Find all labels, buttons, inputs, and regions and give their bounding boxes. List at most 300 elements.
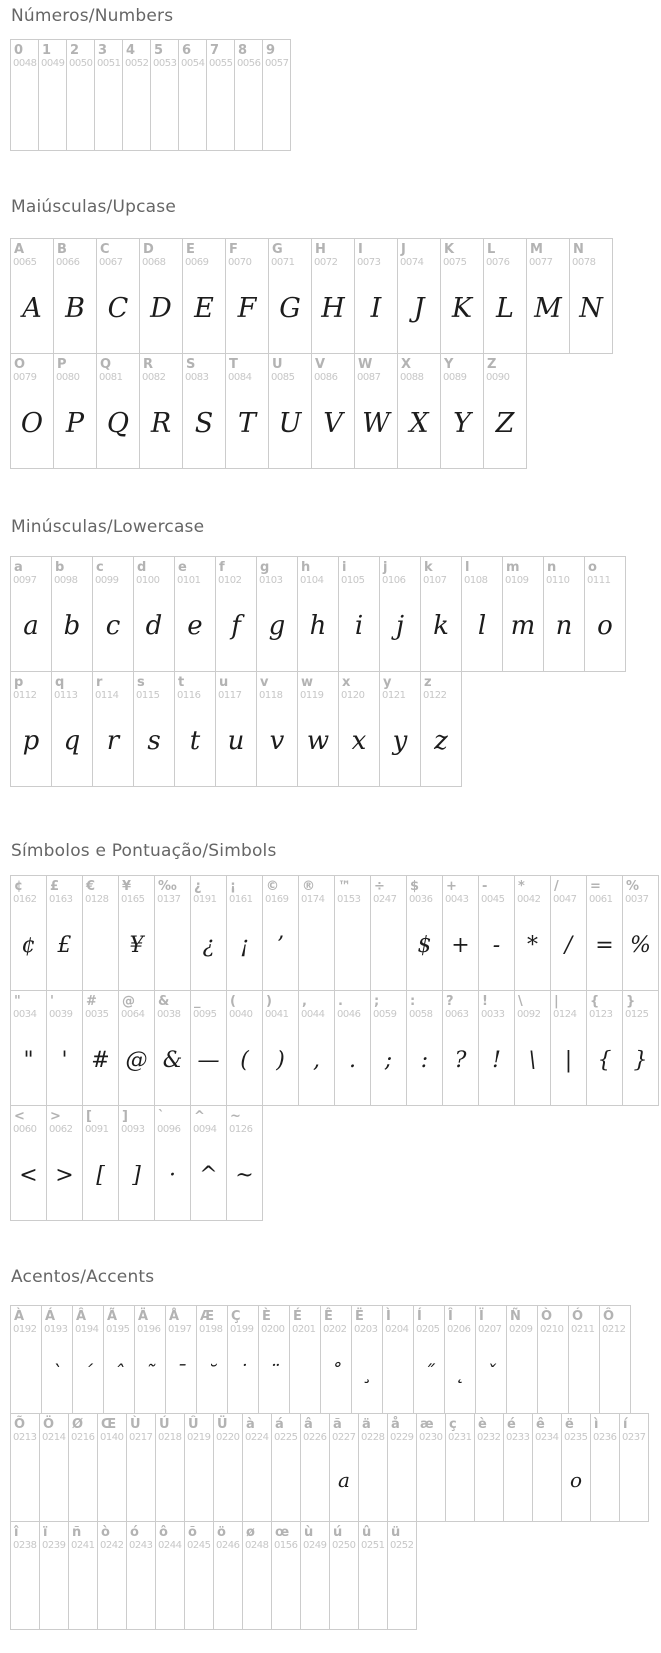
char-glyph: u [227, 726, 245, 756]
char-label: ? [446, 994, 454, 1009]
char-label: D [143, 242, 154, 257]
char-code: 0034 [13, 1009, 37, 1020]
char-code: 0099 [95, 575, 119, 586]
char-label: d [137, 560, 147, 575]
char-cell [320, 1306, 351, 1413]
char-cell [442, 876, 478, 990]
char-code: 0214 [42, 1432, 66, 1443]
char-code: 0047 [553, 894, 577, 905]
char-glyph [39, 70, 66, 150]
char-glyph: ˛ [455, 1359, 465, 1384]
char-cell [329, 1522, 358, 1629]
char-glyph [207, 70, 234, 150]
char-glyph: v [269, 726, 285, 756]
char-cell [122, 40, 150, 150]
char-glyph [330, 1552, 358, 1629]
char-cell [338, 672, 379, 786]
char-glyph: O [20, 407, 44, 439]
char-label: , [302, 994, 307, 1009]
char-code: 0102 [218, 575, 242, 586]
char-cell [213, 1522, 242, 1629]
char-code: 0121 [382, 690, 406, 701]
char-label: ò [101, 1525, 110, 1540]
char-label: \ [518, 994, 523, 1009]
char-glyph: h [309, 611, 327, 641]
char-cell [258, 1306, 289, 1413]
char-code: 0226 [303, 1432, 327, 1443]
rows [10, 556, 661, 787]
char-glyph: G [279, 292, 301, 324]
char-label: ø [246, 1525, 255, 1540]
char-glyph: W [362, 407, 390, 439]
char-label: ô [159, 1525, 168, 1540]
char-glyph: N [579, 292, 603, 324]
char-label: Î [448, 1309, 453, 1324]
char-code: 0225 [274, 1432, 298, 1443]
char-label: } [626, 994, 636, 1009]
char-cell [311, 354, 354, 468]
section-numbers [10, 6, 661, 151]
char-code: 0236 [593, 1432, 617, 1443]
char-glyph [214, 1444, 242, 1521]
char-label: ê [536, 1417, 545, 1432]
char-code: 0053 [153, 58, 177, 69]
char-cell [154, 876, 190, 990]
char-glyph: ˆ [114, 1359, 124, 1384]
char-label: ( [230, 994, 236, 1009]
char-code: 0092 [517, 1009, 541, 1020]
char-label: ^ [194, 1109, 205, 1124]
char-glyph: I [370, 292, 382, 324]
char-glyph [98, 1444, 126, 1521]
char-label: ú [333, 1525, 343, 1540]
char-label: n [547, 560, 557, 575]
char-glyph [417, 1444, 445, 1521]
char-label: û [362, 1525, 372, 1540]
char-cell [387, 1414, 416, 1521]
char-glyph: ˇ [486, 1359, 496, 1384]
char-cell [41, 1306, 72, 1413]
char-glyph [446, 1444, 474, 1521]
char-label: K [444, 242, 455, 257]
char-glyph: y [392, 726, 408, 756]
section-lowercase [10, 517, 661, 787]
char-cell [234, 40, 262, 150]
char-code: 0200 [261, 1324, 285, 1335]
char-code: 0082 [142, 372, 166, 383]
char-cell [227, 1306, 258, 1413]
char-glyph [123, 70, 150, 150]
char-glyph: F [237, 292, 257, 324]
char-code: 0245 [187, 1540, 211, 1551]
char-glyph: = [595, 932, 614, 958]
char-cell [440, 354, 483, 468]
char-label: å [391, 1417, 400, 1432]
char-glyph: ~ [235, 1162, 254, 1188]
char-glyph [40, 1552, 68, 1629]
char-cell [51, 672, 92, 786]
char-label: Ú [159, 1417, 170, 1432]
char-code: 0201 [292, 1324, 316, 1335]
char-code: 0087 [357, 372, 381, 383]
char-glyph [301, 1444, 329, 1521]
char-code: 0224 [245, 1432, 269, 1443]
char-code: 0116 [177, 690, 201, 701]
char-code: 0084 [228, 372, 252, 383]
char-label: 7 [210, 43, 220, 58]
char-cell [502, 557, 543, 671]
char-glyph: U [278, 407, 302, 439]
char-glyph: ¸ [362, 1359, 372, 1384]
char-cell [514, 991, 550, 1105]
char-cell [329, 1414, 358, 1521]
char-label: E [186, 242, 195, 257]
section-symbols [10, 841, 661, 1221]
char-glyph [156, 1444, 184, 1521]
char-code: 0122 [423, 690, 447, 701]
char-code: 0040 [229, 1009, 253, 1020]
char-label: W [358, 357, 373, 372]
char-cell [461, 557, 502, 671]
char-glyph: m [510, 611, 536, 641]
char-code: 0091 [85, 1124, 109, 1135]
char-cell [53, 239, 96, 353]
char-cell [11, 557, 51, 671]
char-label: Œ [101, 1417, 117, 1432]
char-label: Z [487, 357, 497, 372]
char-code: 0137 [157, 894, 181, 905]
char-glyph: o [597, 611, 613, 641]
char-label: g [260, 560, 270, 575]
char-glyph: L [496, 292, 514, 324]
char-cell [289, 1306, 320, 1413]
char-cell [474, 1414, 503, 1521]
char-label: e [178, 560, 187, 575]
char-label: T [229, 357, 238, 372]
char-cell [271, 1522, 300, 1629]
char-cell [190, 991, 226, 1105]
char-label: á [275, 1417, 284, 1432]
char-cell [358, 1414, 387, 1521]
char-code: 0089 [443, 372, 467, 383]
char-glyph: s [147, 726, 161, 756]
char-label: ` [158, 1109, 165, 1124]
char-label: ¿ [194, 879, 202, 894]
char-code: 0112 [13, 690, 37, 701]
char-label: Ã [107, 1309, 118, 1324]
char-label: h [301, 560, 311, 575]
char-label: © [266, 879, 279, 894]
char-label: : [410, 994, 416, 1009]
char-label: < [14, 1109, 25, 1124]
char-label: M [530, 242, 543, 257]
char-code: 0153 [337, 894, 361, 905]
char-code: 0064 [121, 1009, 145, 1020]
char-cell [351, 1306, 382, 1413]
char-cell [334, 991, 370, 1105]
char-label: G [272, 242, 283, 257]
char-label: = [590, 879, 601, 894]
char-code: 0052 [125, 58, 149, 69]
char-glyph: } [633, 1047, 648, 1073]
char-cell [483, 239, 526, 353]
char-cell [215, 557, 256, 671]
char-code: 0096 [157, 1124, 181, 1135]
char-label: i [342, 560, 347, 575]
char-glyph [40, 1444, 68, 1521]
char-cell [298, 876, 334, 990]
char-label: # [86, 994, 97, 1009]
char-glyph: ^ [199, 1162, 218, 1188]
char-code: 0242 [100, 1540, 124, 1551]
char-code: 0220 [216, 1432, 240, 1443]
char-label: V [315, 357, 326, 372]
char-glyph: / [564, 932, 573, 958]
char-cell [297, 672, 338, 786]
char-glyph [83, 906, 118, 990]
char-cell [226, 1106, 262, 1220]
char-glyph: A [22, 292, 42, 324]
char-label: + [446, 879, 457, 894]
char-code: 0218 [158, 1432, 182, 1443]
char-code: 0076 [486, 257, 510, 268]
char-code: 0045 [481, 894, 505, 905]
char-cell [11, 1522, 39, 1629]
char-code: 0074 [400, 257, 424, 268]
char-cell [165, 1306, 196, 1413]
char-label: ¢ [14, 879, 24, 894]
char-label: Û [188, 1417, 199, 1432]
section-title: Maiúsculas/Upcase [11, 197, 176, 217]
char-code: 0128 [85, 894, 109, 905]
char-cell [370, 991, 406, 1105]
char-glyph: ˜ [145, 1359, 155, 1384]
char-code: 0090 [486, 372, 510, 383]
char-label: . [338, 994, 343, 1009]
char-glyph [67, 70, 94, 150]
char-row [10, 39, 291, 151]
char-cell [126, 1414, 155, 1521]
char-label: t [178, 675, 185, 690]
char-code: 0192 [13, 1324, 37, 1335]
char-code: 0123 [589, 1009, 613, 1020]
char-cell [532, 1414, 561, 1521]
char-glyph: ¡ [240, 932, 249, 958]
char-cell [416, 1414, 445, 1521]
char-code: 0085 [271, 372, 295, 383]
char-cell [622, 991, 658, 1105]
char-cell [584, 557, 625, 671]
char-code: 0199 [230, 1324, 254, 1335]
char-cell [154, 1106, 190, 1220]
char-code: 0232 [477, 1432, 501, 1443]
char-code: 0060 [13, 1124, 37, 1135]
rows [10, 238, 661, 469]
char-label: y [383, 675, 392, 690]
char-glyph: ¿ [202, 932, 215, 958]
char-cell [174, 672, 215, 786]
char-row [10, 990, 659, 1106]
char-code: 0248 [245, 1540, 269, 1551]
char-glyph [620, 1444, 648, 1521]
char-glyph: ˝ [424, 1359, 434, 1384]
char-label: í [623, 1417, 628, 1432]
char-cell [118, 991, 154, 1105]
char-code: 0238 [13, 1540, 37, 1551]
char-label: Ó [572, 1309, 584, 1324]
char-cell [11, 991, 46, 1105]
char-cell [190, 876, 226, 990]
rows [10, 875, 661, 1221]
char-glyph [179, 70, 206, 150]
char-label: c [96, 560, 104, 575]
char-code: 0206 [447, 1324, 471, 1335]
char-label: € [86, 879, 96, 894]
char-label: > [50, 1109, 61, 1124]
char-code: 0111 [587, 575, 611, 586]
char-code: 0037 [625, 894, 649, 905]
char-glyph: $ [417, 932, 432, 958]
char-code: 0115 [136, 690, 160, 701]
char-label: * [518, 879, 525, 894]
char-label: ¡ [230, 879, 236, 894]
char-code: 0228 [361, 1432, 385, 1443]
char-glyph: q [63, 726, 81, 756]
char-cell [155, 1414, 184, 1521]
char-glyph [243, 1444, 271, 1521]
char-label: ; [374, 994, 380, 1009]
char-code: 0219 [187, 1432, 211, 1443]
char-label: ‰ [158, 879, 177, 894]
char-code: 0204 [385, 1324, 409, 1335]
char-cell [92, 672, 133, 786]
char-glyph: Y [453, 407, 471, 439]
char-glyph: ¥ [129, 932, 144, 958]
char-code: 0056 [237, 58, 261, 69]
char-code: 0246 [216, 1540, 240, 1551]
char-cell [358, 1522, 387, 1629]
char-label: A [14, 242, 25, 257]
char-glyph: e [187, 611, 203, 641]
char-glyph: b [63, 611, 81, 641]
char-cell [262, 991, 298, 1105]
char-glyph: X [409, 407, 429, 439]
char-code: 0237 [622, 1432, 646, 1443]
char-code: 0104 [300, 575, 324, 586]
char-cell [206, 40, 234, 150]
char-glyph: — [197, 1047, 220, 1073]
char-cell [256, 557, 297, 671]
char-label: l [465, 560, 470, 575]
char-label: j [383, 560, 388, 575]
char-glyph: ! [492, 1047, 501, 1073]
char-code: 0079 [13, 372, 37, 383]
char-cell [66, 40, 94, 150]
char-label: à [246, 1417, 255, 1432]
char-cell [139, 239, 182, 353]
char-glyph [299, 906, 334, 990]
char-label: ó [130, 1525, 139, 1540]
char-glyph: ’ [277, 932, 284, 958]
char-cell [11, 1306, 41, 1413]
char-cell [68, 1414, 97, 1521]
char-label: ä [362, 1417, 371, 1432]
char-glyph: ) [276, 1047, 285, 1073]
char-label: s [137, 675, 145, 690]
char-glyph [359, 1552, 387, 1629]
char-cell [126, 1522, 155, 1629]
char-glyph: p [22, 726, 40, 756]
char-code: 0211 [571, 1324, 595, 1335]
char-label: ù [304, 1525, 314, 1540]
char-glyph [290, 1336, 320, 1413]
char-label: { [590, 994, 600, 1009]
char-code: 0066 [56, 257, 80, 268]
char-glyph: Q [106, 407, 130, 439]
char-cell [311, 239, 354, 353]
char-glyph: · [169, 1162, 176, 1188]
char-label: [ [86, 1109, 92, 1124]
char-cell [182, 239, 225, 353]
char-code: 0049 [41, 58, 65, 69]
char-cell [97, 1414, 126, 1521]
char-glyph: ` [52, 1359, 62, 1384]
char-code: 0058 [409, 1009, 433, 1020]
char-code: 0070 [228, 257, 252, 268]
char-glyph: k [433, 611, 449, 641]
char-cell [475, 1306, 506, 1413]
rows [10, 1305, 661, 1630]
char-label: Ø [72, 1417, 84, 1432]
char-code: 0247 [373, 894, 397, 905]
char-glyph [214, 1552, 242, 1629]
char-cell [379, 672, 420, 786]
char-cell [271, 1414, 300, 1521]
char-label: Â [76, 1309, 87, 1324]
char-code: 0088 [400, 372, 424, 383]
char-glyph: ? [454, 1047, 467, 1073]
char-label: Ì [386, 1309, 391, 1324]
char-code: 0120 [341, 690, 365, 701]
char-label: b [55, 560, 65, 575]
char-label: Ö [43, 1417, 55, 1432]
char-label: a [14, 560, 23, 575]
char-label: Ê [324, 1309, 333, 1324]
char-glyph: @ [125, 1047, 148, 1073]
char-label: X [401, 357, 412, 372]
char-glyph [600, 1336, 630, 1413]
char-glyph [69, 1444, 97, 1521]
char-label: Ò [541, 1309, 553, 1324]
char-glyph: ´ [83, 1359, 93, 1384]
char-cell [599, 1306, 630, 1413]
char-cell [225, 354, 268, 468]
char-cell [586, 991, 622, 1105]
char-code: 0050 [69, 58, 93, 69]
char-cell [11, 1106, 46, 1220]
char-glyph [272, 1444, 300, 1521]
char-code: 0055 [209, 58, 233, 69]
char-cell [550, 991, 586, 1105]
char-cell [11, 672, 51, 786]
char-cell [300, 1522, 329, 1629]
char-code: 0231 [448, 1432, 472, 1443]
char-cell [444, 1306, 475, 1413]
char-cell [11, 40, 38, 150]
char-cell [370, 876, 406, 990]
char-label: À [14, 1309, 25, 1324]
char-label: Æ [200, 1309, 215, 1324]
